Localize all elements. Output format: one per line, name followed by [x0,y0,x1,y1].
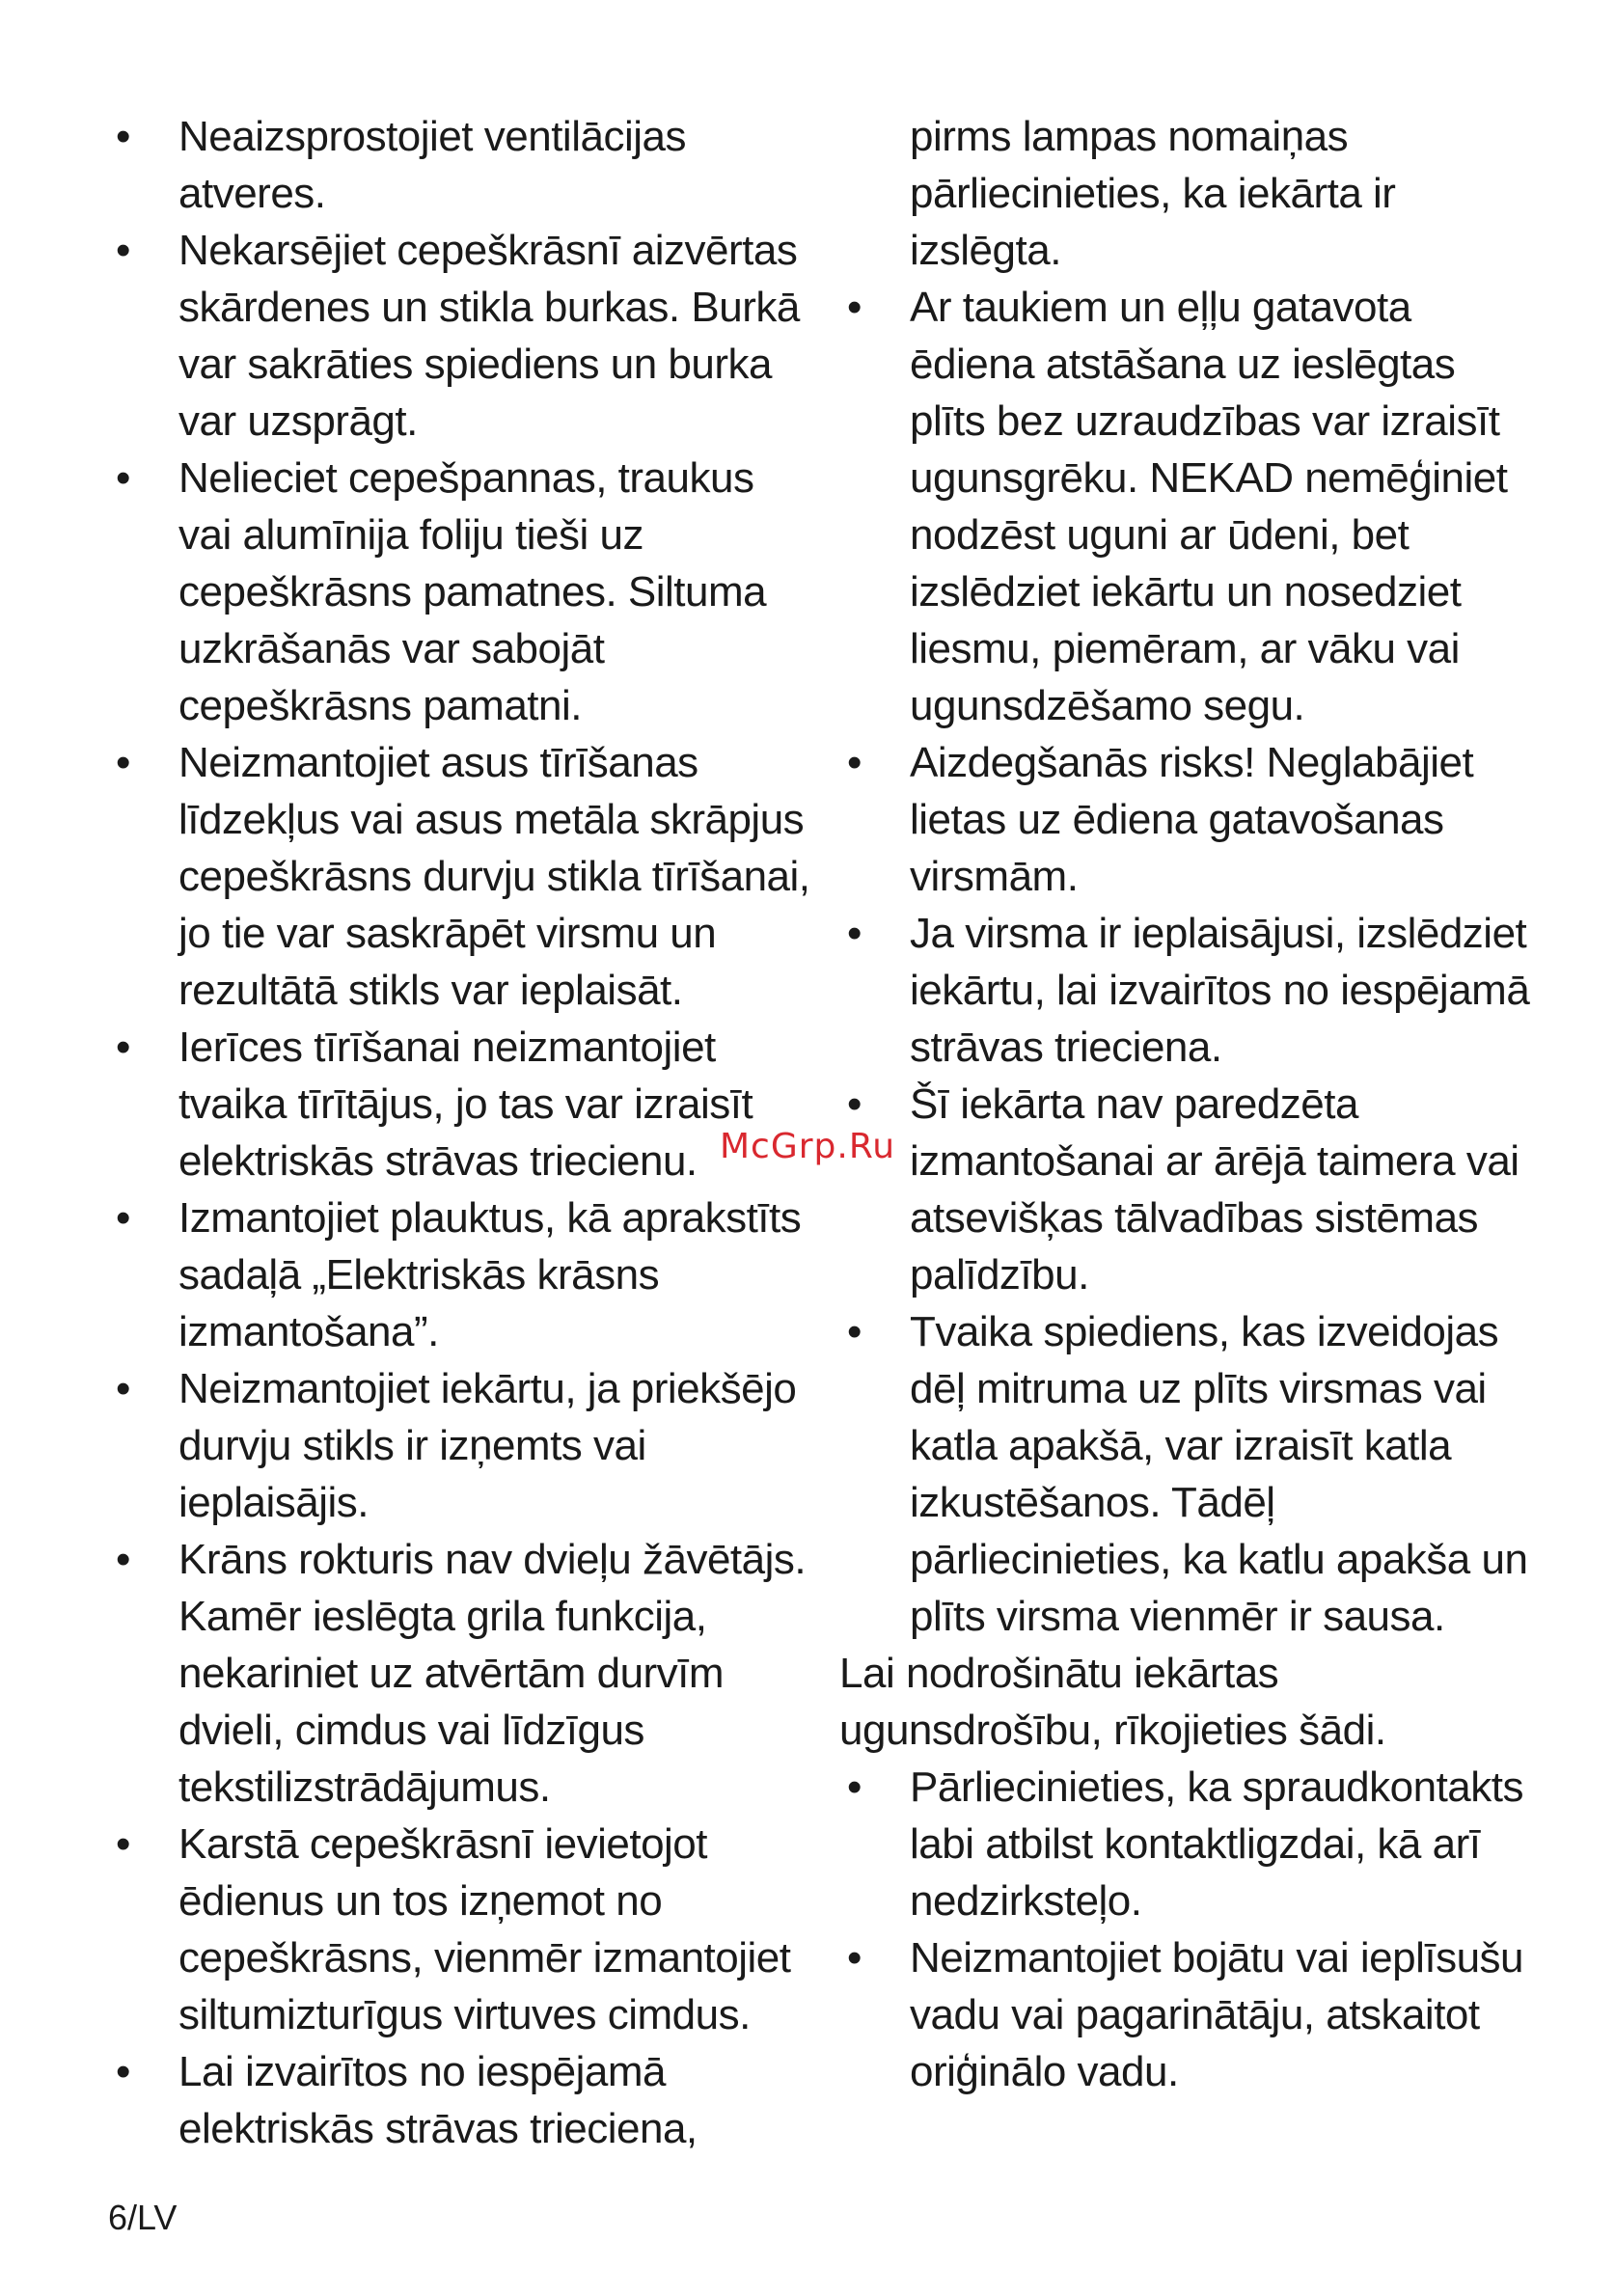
bullet: • [116,1194,130,1242]
list-item [108,1189,812,1360]
list-item-text: Šī iekārta nav paredzēta izmantošanai ar ārējā taimera vai atsevišķas tālvadības sistēmas palīdzību. [910,1080,1519,1298]
right-bullet-list-a [839,279,1534,1645]
list-item [108,1531,812,1816]
bullet: • [116,2048,130,2095]
list-item [108,1816,812,2043]
list-item [839,1929,1534,2100]
bullet: • [847,1080,862,1128]
list-item [108,450,812,734]
bullet: • [116,454,130,502]
right-column [839,108,1534,2100]
list-item-continuation: pirms lampas nomaiņas pārliecinieties, ka iekārta ir izslēgta. [910,113,1396,274]
left-bullet-list [108,108,812,2157]
bullet: • [116,1820,130,1868]
bullet: • [847,1763,862,1811]
list-item-text: Neizmantojiet bojātu vai ieplīsušu vadu vai pagarinātāju, atskaitot oriģinālo vadu. [910,1934,1524,2095]
list-item-text: Krāns rokturis nav dvieļu žāvētājs. Kamēr ieslēgta grila funkcija, nekariniet uz atvērtām durvīm dvieli, cimdus vai līdzīgus tekstilizstrādājumus. [178,1536,807,1811]
list-item [839,1303,1534,1645]
list-item-text: Karstā cepeškrāsnī ievietojot ēdienus un tos izņemot no cepeškrāsns, vienmēr izmantojiet siltumizturīgus virtuves cimdus. [178,1820,791,2038]
list-item [839,279,1534,734]
list-item [108,734,812,1019]
bullet: • [116,113,130,160]
list-item [839,1076,1534,1303]
list-item-text: Neizmantojiet asus tīrīšanas līdzekļus vai asus metāla skrāpjus cepeškrāsns durvju stikla tīrīšanai, jo tie var saskrāpēt virsmu un rezultātā stikls var ieplaisāt. [178,739,810,1014]
bullet: • [116,1024,130,1071]
list-item [108,2043,812,2157]
bullet: • [116,1536,130,1583]
list-item [108,1360,812,1531]
list-item-text: Ar taukiem un eļļu gatavota ēdiena atstāšana uz ieslēgtas plīts bez uzraudzības var izraisīt ugunsgrēku. NEKAD nemēģiniet nodzēst uguni ar ūdeni, bet izslēdziet iekārtu un nosedziet liesmu, piemēram, ar vāku vai ugunsdzēšamo segu. [910,284,1508,729]
list-item [108,222,812,450]
list-item-text: Pārliecinieties, ka spraudkontakts labi atbilst kontaktligzdai, kā arī nedzirksteļo. [910,1763,1523,1925]
bullet: • [847,739,862,786]
list-item-text: Lai izvairītos no iespējamā elektriskās strāvas trieciena, [178,2048,698,2152]
bullet: • [847,1934,862,1982]
list-item [839,1759,1534,1929]
bullet: • [116,739,130,786]
bullet: • [116,227,130,274]
list-item-text: Izmantojiet plauktus, kā aprakstīts sadaļā „Elektriskās krāsns izmantošana”. [178,1194,802,1355]
list-item-text: Tvaika spiediens, kas izveidojas dēļ mitruma uz plīts virsmas vai katla apakšā, var izraisīt katla izkustēšanos. Tādēļ pārliecinieties, ka katlu apakša un plīts virsma vienmēr ir sausa. [910,1308,1528,1640]
watermark: McGrp.Ru [720,1127,896,1166]
list-item [839,905,1534,1076]
list-item-text: Ja virsma ir ieplaisājusi, izslēdziet iekārtu, lai izvairītos no iespējamā strāvas trieciena. [910,910,1530,1071]
list-item-text: Nelieciet cepešpannas, traukus vai alumīnija foliju tieši uz cepeškrāsns pamatnes. Siltuma uzkrāšanās var sabojāt cepeškrāsns pamatni. [178,454,767,729]
list-item-text: Nekarsējiet cepeškrāsnī aizvērtas skārdenes un stikla burkas. Burkā var sakrāties spiediens un burka var uzsprāgt. [178,227,800,445]
list-item-text: Ierīces tīrīšanai neizmantojiet tvaika tīrītājus, jo tas var izraisīt elektriskās strāvas triecienu. [178,1024,753,1185]
list-item-text: Aizdegšanās risks! Neglabājiet lietas uz ēdiena gatavošanas virsmām. [910,739,1474,900]
bullet: • [847,284,862,331]
list-item [839,734,1534,905]
list-item [108,108,812,222]
bullet: • [847,1308,862,1355]
bullet: • [847,910,862,957]
body-paragraph: Lai nodrošinātu iekārtas ugunsdrošību, rīkojieties šādi. [839,1650,1386,1754]
list-item-text: Neaizsprostojiet ventilācijas atveres. [178,113,686,217]
list-item [108,1019,812,1189]
left-column [108,108,812,2157]
list-item-text: Neizmantojiet iekārtu, ja priekšējo durvju stikls ir izņemts vai ieplaisājis. [178,1365,797,1526]
page-number: 6/LV [108,2198,178,2237]
bullet: • [116,1365,130,1412]
right-bullet-list-b [839,1759,1534,2100]
